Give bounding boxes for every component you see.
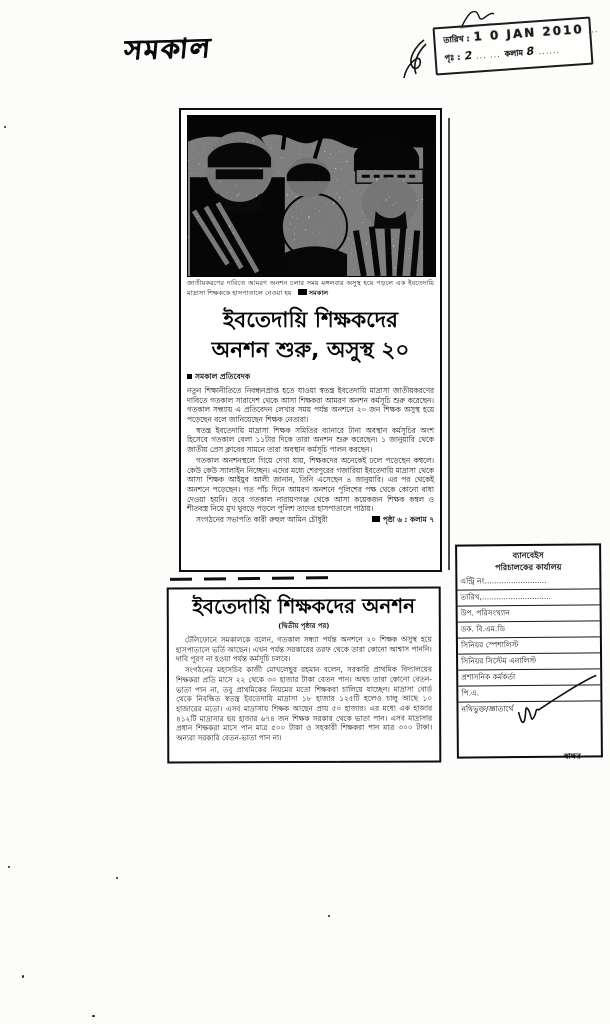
scan-speck	[4, 126, 6, 128]
article-paragraph: গতকাল অনশনস্থলে গিয়ে দেখা যায়, শিক্ষকদের অনেকেই ঢলে পড়েছেন কম্বলে। কেউ কেউ স্যালাইন নিচ্ছেন। এদের মধ্যে শেরপুরের গজারিয়া ইবতেদায়ি মাদ্রাসা থেকে আসা শিক্ষক আইয়ুব আলী জানান, তিনি এসেছেন ৪ জানুয়ারি। এর পর থেকেই অনশনে পড়েছেন। গত পাঁচ দিনে আমরণ অনশনে পুলিশের পক্ষ থেকে কোনো বাধা দেওয়া হয়নি। তবে গতকাল নারায়ণগঞ্জ থেকে আসা কয়েকজন শিক্ষক কম্বল ও শীতবস্ত্র নিয়ে মুখ থুবড়ে পড়লে পুলিশ তাদের হাসপাতালে পাঠায়।	[187, 455, 434, 514]
scan-speck	[328, 915, 330, 917]
registry-stamp	[398, 10, 608, 88]
handwritten-mark-icon	[398, 36, 432, 86]
article-paragraph: সংগঠনের মহাসচিব কাজী মোখলেছুর রহমান বলেন, সরকারি প্রাথমিক বিদ্যালয়ের শিক্ষকরা প্রতি মাসে ২২ থেকে ৩০ হাজার টাকা বেতন পান। অথচ তারা কোনো বেতন-ভাতা পান না, তবু প্রাথমিকের নিয়মের মতো শিক্ষকরা চালিয়ে যাচ্ছেন। মাদ্রাসা বোর্ড থেকে নিবন্ধিত স্বতন্ত্র ইবতেদায়ি মাদ্রাসা ১৮ হাজার ১২৫টি হলেও চালু আছে ১০ হাজারের মতো। এসব মাদ্রাসায় শিক্ষক আছেন প্রায় ৫০ হাজার। এর মধ্যে এক হাজার ৪১২টি মাদ্রাসার ছয় হাজার ৬৭৪ জন শিক্ষক সরকার থেকে ভাতা পান। এসব মাদ্রাসার প্রধান শিক্ষকরা মাসে পান মাত্র ৫০০ টাকা ও সহকারী শিক্ষকরা পান মাত্র ৩০০ টাকা। অন্যরা সরকারি বেতন-ভাতা পান না।	[176, 664, 433, 743]
form-row-pa: পি.এ.	[458, 684, 600, 701]
stamp-dotted-line: ... ...	[475, 49, 502, 61]
protest-photo	[187, 115, 436, 277]
byline	[187, 371, 434, 384]
form-row-filed: নথিভুক্ত/জ্ঞাতার্থে	[458, 700, 600, 750]
main-headline	[187, 306, 434, 366]
photo-caption-text: জাতীয়করণের দাবিতে আমরণ অনশন চলার সময় মঙ্গলবার অসুস্থ হয়ে পড়লে এক ইবতেদায়ি মাদ্রাসা শিক্ষককে হাসপাতালে নেওয়া হয়	[187, 279, 434, 297]
news-clipping-main	[179, 108, 442, 572]
stamp-column-value-handwritten: 8	[526, 44, 536, 59]
photo-credit-text: সমকাল	[308, 288, 329, 297]
continuation-jump-note	[363, 515, 434, 525]
byline-text: সমকাল প্রতিবেদক	[195, 371, 251, 381]
form-row-bmd: ডক. বি.এম.ডি	[458, 620, 600, 637]
stamp-column-label: কলাম	[504, 48, 524, 59]
scan-edge-shadow	[448, 118, 450, 570]
continuation-body	[176, 635, 432, 744]
article-paragraph: স্বতন্ত্র ইবতেদায়ি মাদ্রাসা শিক্ষক সমিতির ব্যানারে টানা অবস্থান কর্মসূচির অংশ হিসেবে গতকাল বেলা ১১টার দিকে তারা অনশন শুরু করেছেন। ১ জানুয়ারি থেকে জাতীয় প্রেস ক্লাবের সামনে তারা অবস্থান কর্মসূচি পালন করছেন।	[187, 425, 434, 455]
stamp-date-value: 1 0 JAN 2010	[473, 22, 585, 44]
form-row-system-analyst: সিনিয়র সিস্টেম এনালিস্ট	[458, 652, 600, 669]
article-paragraph: নতুন শিক্ষানীতিতে নিবন্ধনপ্রাপ্ত হতে যাওয়া স্বতন্ত্র ইবতেদায়ি মাদ্রাসা জাতীয়করণের দাবিতে গতকাল সারাদেশ থেকে আসা শিক্ষকরা আমরণ অনশন কর্মসূচি শুরু করেছেন। গতকাল সন্ধ্যায় এ প্রতিবেদন লেখার সময় পর্যন্ত অনশনে ২০ জন শিক্ষক অসুস্থ হয়ে পড়েছেন বলে জানিয়েছেন শিক্ষক নেতারা।	[187, 385, 434, 425]
jump-note-text: পৃষ্ঠা ৬ : কলাম ৭	[382, 515, 434, 525]
article-paragraph	[187, 515, 434, 525]
credit-square-icon	[298, 289, 307, 295]
stamp-dotted-line: ...	[587, 25, 599, 35]
banbeis-routing-form	[455, 543, 603, 761]
news-clipping-continuation	[167, 587, 442, 764]
form-row-admin-officer: প্রশাসনিক কর্মকর্তা	[458, 668, 600, 685]
continuation-headline: ইবতেদায়ি শিক্ষকদের অনশন	[192, 593, 416, 619]
jump-square-icon	[372, 516, 380, 522]
byline-square-icon	[187, 374, 192, 379]
form-row-statistics: উপ. পরিসংখ্যান	[458, 604, 600, 621]
form-office-name: পরিচালকের কার্যালয়	[495, 562, 562, 573]
scan-speck	[22, 975, 24, 978]
clipping-torn-edge	[170, 576, 330, 581]
form-header	[457, 545, 599, 574]
newspaper-masthead-logo: সমকাল	[122, 32, 214, 67]
scan-speck	[116, 877, 118, 879]
continued-from-note: (দ্বিতীয় পৃষ্ঠার পর)	[278, 621, 330, 631]
signature-label: স্বাক্ষর	[563, 751, 581, 761]
main-headline-line2: অনশন শুরু, অসুস্থ ২০	[211, 337, 410, 363]
article-paragraph: টেলিফোনে সমকালকে বলেন, গতকাল সন্ধ্যা পর্যন্ত অনশনে ২০ শিক্ষক অসুস্থ হয়ে হাসপাতালে ভর্তি আছেন। এখন পর্যন্ত সরকারের তরফ থেকে তারা কোনো আশ্বাস পাননি। দাবি পূরণ না হওয়া পর্যন্ত কর্মসূচি চলবে।	[175, 634, 432, 664]
stamp-box	[433, 17, 599, 76]
stamp-date-label: তারিখ :	[443, 34, 470, 45]
scan-speck	[92, 1015, 95, 1017]
stamp-page-value-handwritten: 2	[463, 48, 473, 63]
form-org-name: ব্যানবেইস	[512, 550, 544, 561]
photo-caption	[187, 279, 434, 299]
main-headline-line1: ইবতেদায়ি শিক্ষকদের	[223, 307, 398, 333]
article-body	[187, 386, 434, 525]
form-row-entry-no: এন্ট্রি নং..........................	[460, 575, 547, 586]
photo-credit	[292, 289, 328, 297]
stamp-dotted-line: ......	[538, 45, 561, 57]
scan-speck	[8, 866, 10, 868]
stamp-page-label: পৃঃ :	[444, 52, 461, 63]
scan-speck	[336, 761, 338, 763]
article-paragraph-text: সংগঠনের সভাপতি কারী রুহুল আমিন চৌধুরী	[196, 515, 328, 525]
form-row-date: তারিখ,.............................	[457, 588, 599, 605]
form-row-senior-specialist: সিনিয়র স্পেশালিস্ট	[458, 636, 600, 653]
